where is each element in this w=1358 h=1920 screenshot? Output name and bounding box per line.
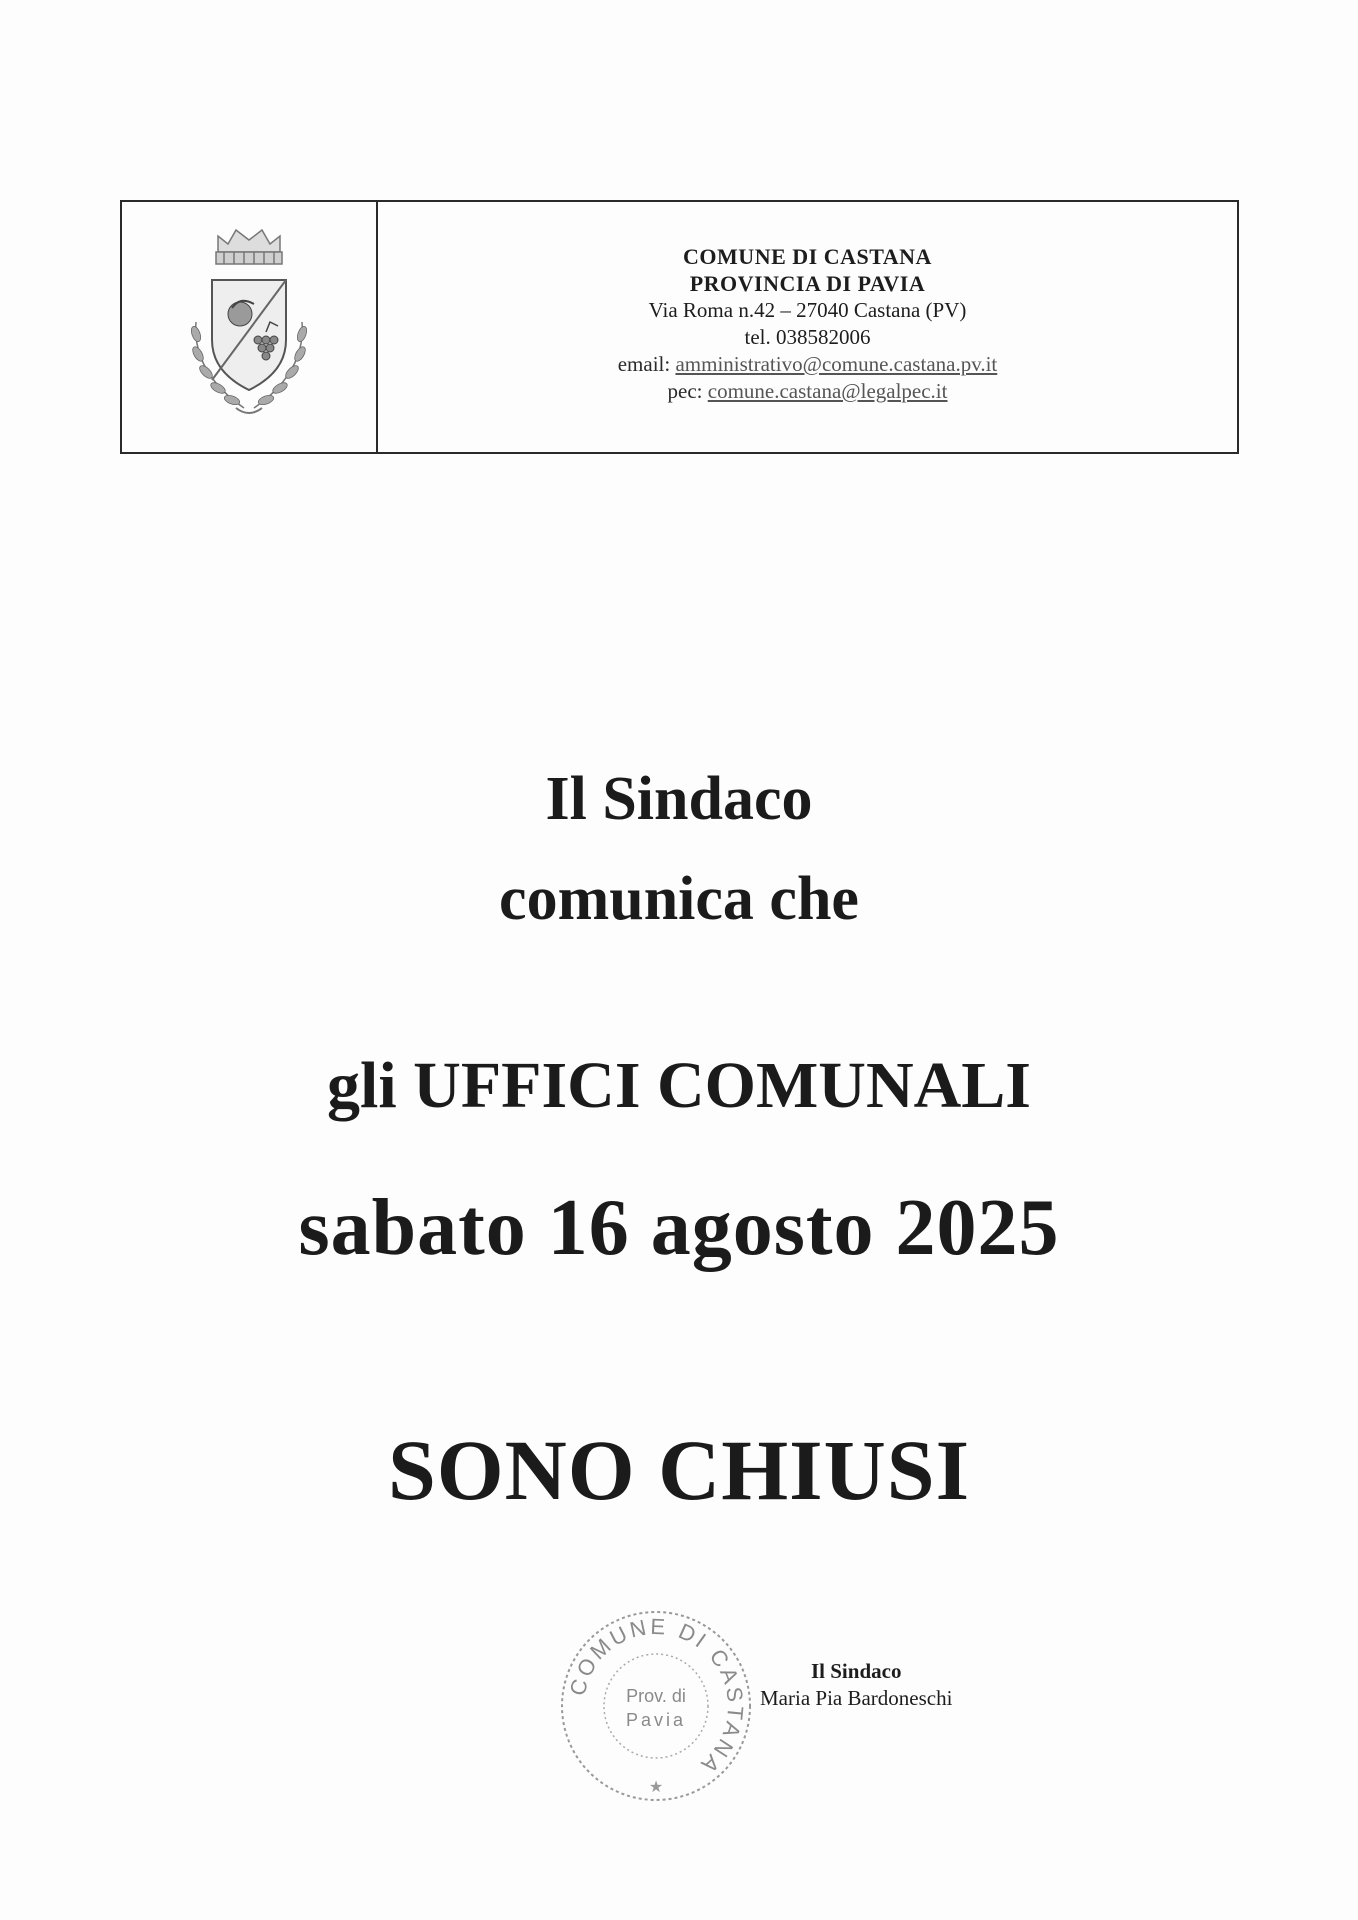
letterhead-box bbox=[120, 200, 1239, 454]
pec-label: pec: bbox=[667, 379, 703, 403]
phone: tel. 038582006 bbox=[744, 325, 871, 349]
notice-closed: SONO CHIUSI bbox=[387, 1422, 971, 1518]
stamp-ring-text: COMUNE DI CASTANA bbox=[564, 1613, 749, 1780]
signature-title: Il Sindaco bbox=[811, 1659, 902, 1683]
signature-block bbox=[760, 1658, 952, 1712]
email-label: email: bbox=[617, 352, 671, 376]
logo-cell bbox=[122, 202, 378, 452]
municipality-name: COMUNE DI CASTANA bbox=[683, 244, 932, 269]
stamp-star-icon: ★ bbox=[648, 1779, 664, 1796]
email-line bbox=[618, 351, 998, 378]
pec-link[interactable]: comune.castana@legalpec.it bbox=[707, 379, 948, 403]
notice-line-2: comunica che bbox=[499, 865, 859, 933]
official-stamp bbox=[556, 1606, 756, 1806]
stamp-center-line-1: Prov. di bbox=[626, 1686, 686, 1706]
notice-date: sabato 16 agosto 2025 bbox=[298, 1184, 1060, 1272]
address: Via Roma n.42 – 27040 Castana (PV) bbox=[648, 298, 967, 322]
pec-line bbox=[668, 378, 948, 405]
notice-line-3: gli UFFICI COMUNALI bbox=[327, 1049, 1031, 1122]
coat-of-arms-icon bbox=[174, 222, 324, 432]
notice-line-1: Il Sindaco bbox=[545, 765, 813, 833]
province-name: PROVINCIA DI PAVIA bbox=[689, 271, 926, 296]
letterhead-info bbox=[378, 202, 1237, 452]
stamp-center-line-2: Pavia bbox=[625, 1710, 687, 1730]
signature-name: Maria Pia Bardoneschi bbox=[760, 1686, 953, 1710]
email-link[interactable]: amministrativo@comune.castana.pv.it bbox=[675, 352, 998, 376]
